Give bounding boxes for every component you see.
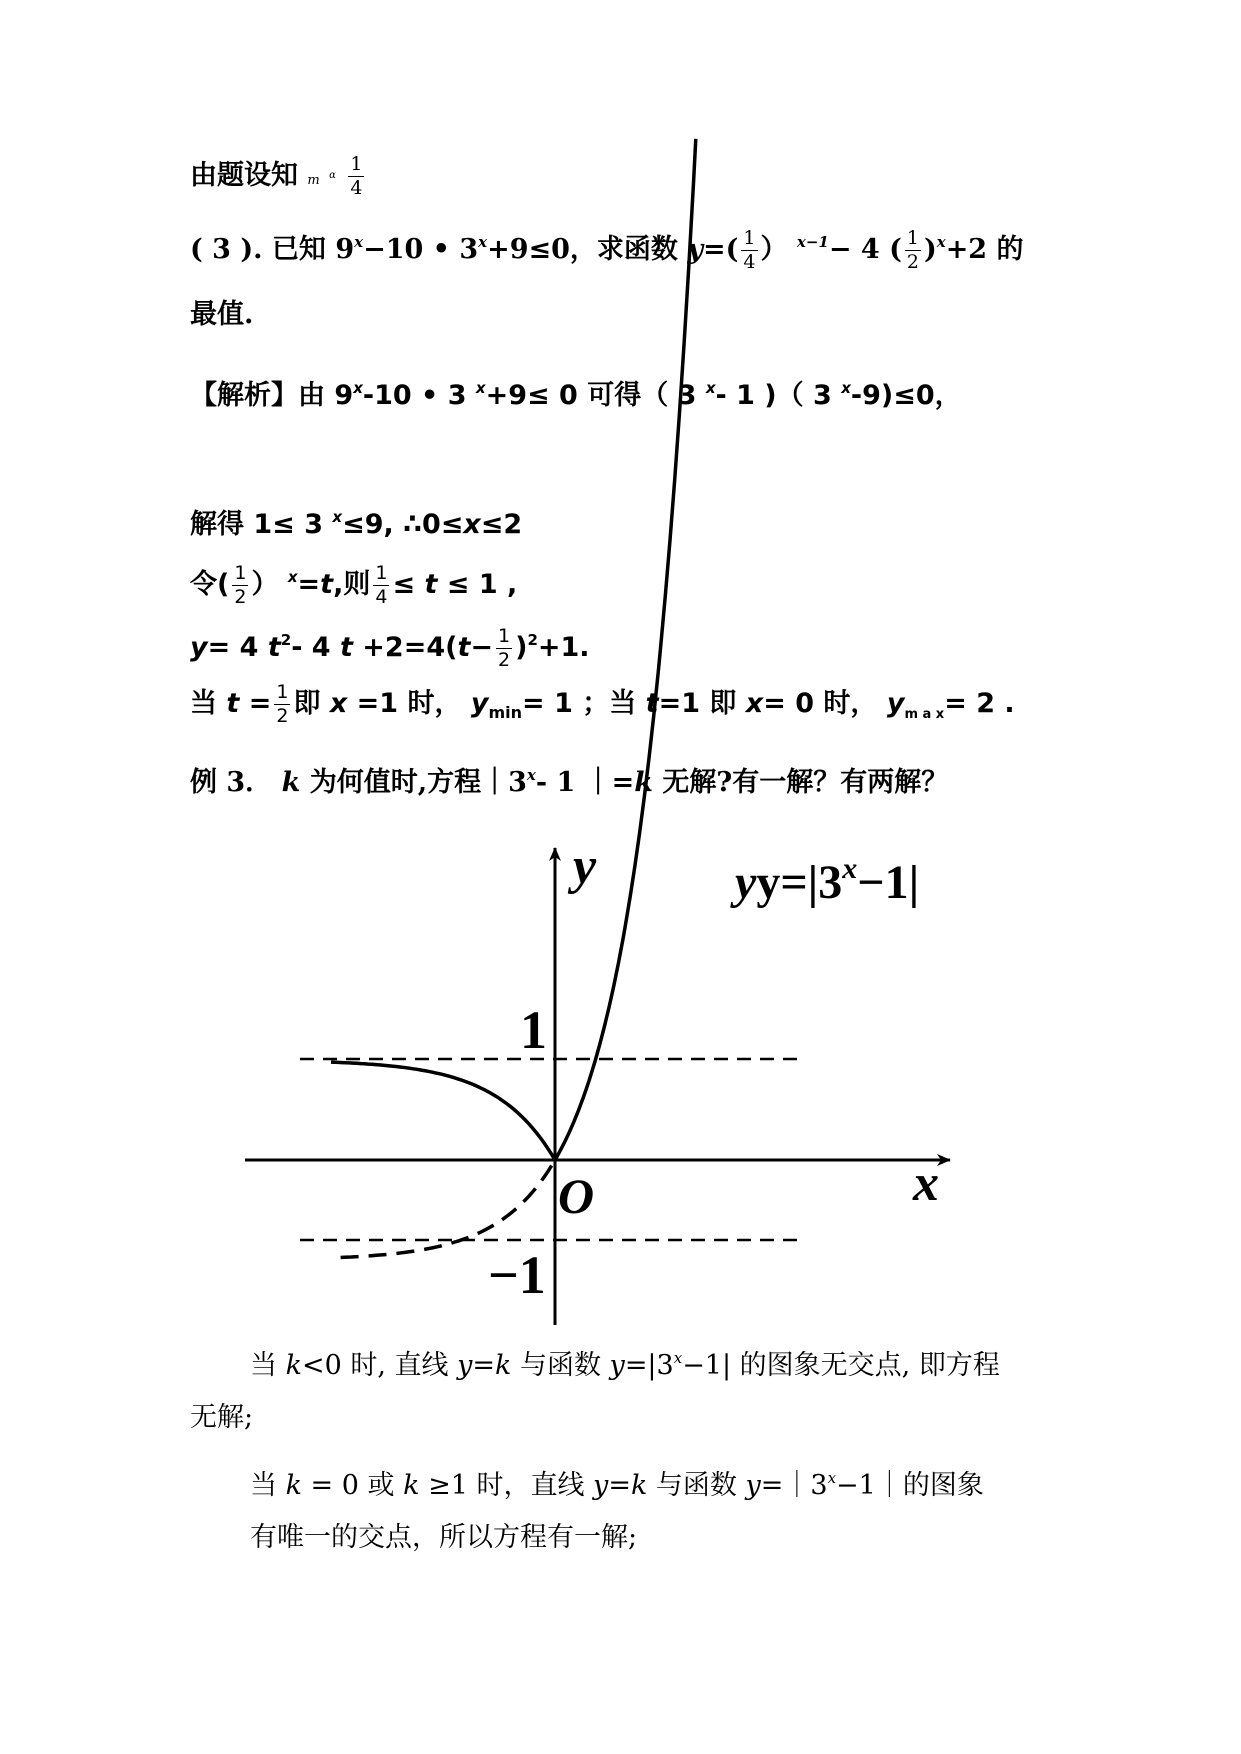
- variable: y: [886, 688, 905, 719]
- tick-label-1: 1: [520, 1000, 547, 1060]
- text: = 2 .: [944, 688, 1015, 719]
- text: = 0 或: [301, 1470, 404, 1501]
- curve-label: $yy=|3^x-1|$: [735, 852, 920, 909]
- variable: y: [190, 632, 208, 663]
- numerator: 1: [276, 681, 289, 703]
- curve-right-solid: [555, 139, 696, 1160]
- text: - 1 )（ 3: [715, 380, 842, 411]
- text: =: [608, 1470, 631, 1501]
- variable: t: [267, 632, 281, 663]
- variable: y: [609, 1350, 625, 1381]
- text: - 4: [291, 632, 340, 663]
- text: 有唯一的交点，所以方程有一解;: [250, 1522, 638, 1553]
- text: = 1 ；当: [522, 688, 646, 719]
- text: =|3: [624, 1350, 674, 1381]
- text: =｜3: [760, 1470, 828, 1501]
- text: −10 • 3: [363, 234, 479, 265]
- x-axis-label: x: [913, 1155, 939, 1212]
- variable: t: [457, 632, 471, 663]
- variable: t: [424, 569, 438, 600]
- denominator: 4: [350, 177, 363, 199]
- denominator: 2: [234, 586, 247, 608]
- variable: k: [634, 767, 653, 798]
- text: 令(: [190, 569, 230, 600]
- line-10: [250, 1338, 1000, 1386]
- text: +9≤ 0 可得（ 3: [485, 380, 706, 411]
- text: 例 3．: [190, 767, 282, 798]
- denominator: 4: [743, 251, 756, 273]
- superscript: x: [526, 766, 536, 784]
- variable: y: [457, 1350, 473, 1381]
- text: 由题设知: [190, 160, 298, 191]
- superscript: x: [287, 568, 298, 586]
- text: 最值.: [190, 299, 254, 330]
- superscript: x: [353, 379, 363, 397]
- denominator: 2: [906, 251, 919, 273]
- line-12: [250, 1458, 984, 1506]
- text: =(: [703, 234, 739, 265]
- numerator: 1: [498, 625, 511, 647]
- text: ): [515, 632, 528, 663]
- curve-left-dashed: [341, 1160, 555, 1258]
- variable: x: [329, 688, 348, 719]
- variable: k: [630, 1470, 648, 1501]
- text: ,则: [333, 569, 371, 600]
- variable: t: [320, 569, 334, 600]
- superscript: x: [354, 233, 364, 251]
- text: <0 时, 直线: [301, 1350, 458, 1381]
- text: 当: [250, 1350, 286, 1381]
- text: 解得 1≤ 3: [190, 509, 333, 540]
- numerator: 1: [375, 562, 388, 584]
- text: ）: [251, 569, 288, 600]
- text: − 4 (: [828, 234, 902, 265]
- variable: y: [687, 234, 704, 265]
- text: +1.: [537, 632, 590, 663]
- text: ）: [760, 234, 788, 265]
- superscript: x: [841, 379, 851, 397]
- text: α: [329, 170, 336, 181]
- text: 与函数: [647, 1470, 746, 1501]
- superscript: x: [478, 233, 488, 251]
- variable: t: [645, 688, 659, 719]
- text: = 0 时，: [763, 688, 887, 719]
- superscript: x−1: [796, 233, 829, 251]
- variable: t: [339, 632, 353, 663]
- text: +9≤0，求函数: [487, 234, 688, 265]
- variable: k: [281, 767, 301, 798]
- text: −: [470, 632, 494, 663]
- variable: k: [285, 1350, 302, 1381]
- superscript: x: [673, 1349, 683, 1367]
- curve-left-solid: [331, 1062, 555, 1160]
- denominator: 4: [375, 586, 388, 608]
- text: 即: [293, 688, 330, 719]
- superscript: x: [705, 379, 716, 397]
- denominator: 2: [276, 705, 289, 727]
- variable: y: [593, 1470, 609, 1501]
- variable: k: [403, 1470, 420, 1501]
- text: 为何值时,方程｜3: [300, 767, 527, 798]
- variable: y: [470, 688, 489, 719]
- text: 无解?有一解？有两解？: [653, 767, 949, 798]
- variable: k: [285, 1470, 302, 1501]
- text: 与函数: [511, 1350, 610, 1381]
- text: - 1 ｜=: [535, 767, 635, 798]
- superscript: 2: [527, 631, 538, 649]
- text: m: [307, 173, 320, 188]
- text: ≤: [392, 569, 425, 600]
- superscript: x: [936, 233, 946, 251]
- text: = 4: [207, 632, 268, 663]
- numerator: 1: [234, 562, 247, 584]
- text: +2 的: [945, 234, 1024, 265]
- subscript: min: [488, 703, 523, 722]
- text: −1| 的图象无交点, 即方程: [682, 1350, 1000, 1381]
- text: -10 • 3: [362, 380, 476, 411]
- text: =1 时，: [347, 688, 471, 719]
- text: 【解析】由 9: [190, 380, 354, 411]
- variable: y: [745, 1470, 761, 1501]
- text: =: [472, 1350, 495, 1381]
- variable: t: [226, 688, 240, 719]
- tick-label-neg1: −1: [488, 1245, 546, 1305]
- text: =: [239, 688, 272, 719]
- y-axis-label: y: [573, 838, 597, 895]
- text: 无解;: [190, 1402, 254, 1433]
- text: 当: [250, 1470, 286, 1501]
- superscript: 2: [280, 631, 292, 649]
- subscript: m a x: [904, 707, 945, 722]
- text: =1 即: [658, 688, 746, 719]
- denominator: 2: [498, 649, 511, 671]
- text: 当: [190, 688, 227, 719]
- superscript: x: [827, 1469, 837, 1487]
- variable: x: [745, 688, 764, 719]
- text: ≤9, ∴0≤: [342, 509, 464, 540]
- text: -9)≤0，: [850, 380, 962, 411]
- text: ≤2: [480, 509, 523, 540]
- text: ): [923, 234, 937, 265]
- numerator: 1: [350, 153, 363, 175]
- text: +2=4(: [352, 632, 458, 663]
- numerator: 1: [906, 227, 919, 249]
- variable: k: [495, 1350, 512, 1381]
- text: =: [297, 569, 321, 600]
- origin-label: O: [558, 1168, 595, 1224]
- line-11: [190, 1398, 253, 1438]
- superscript: x: [475, 379, 486, 397]
- line-13: [250, 1518, 637, 1558]
- text: ( 3 ). 已知 9: [190, 234, 355, 265]
- text: ≥1 时，直线: [419, 1470, 594, 1501]
- text: ≤ 1 ,: [437, 569, 518, 600]
- superscript: x: [332, 508, 343, 526]
- numerator: 1: [743, 227, 756, 249]
- text: −1｜的图象: [836, 1470, 984, 1501]
- variable: x: [463, 509, 481, 540]
